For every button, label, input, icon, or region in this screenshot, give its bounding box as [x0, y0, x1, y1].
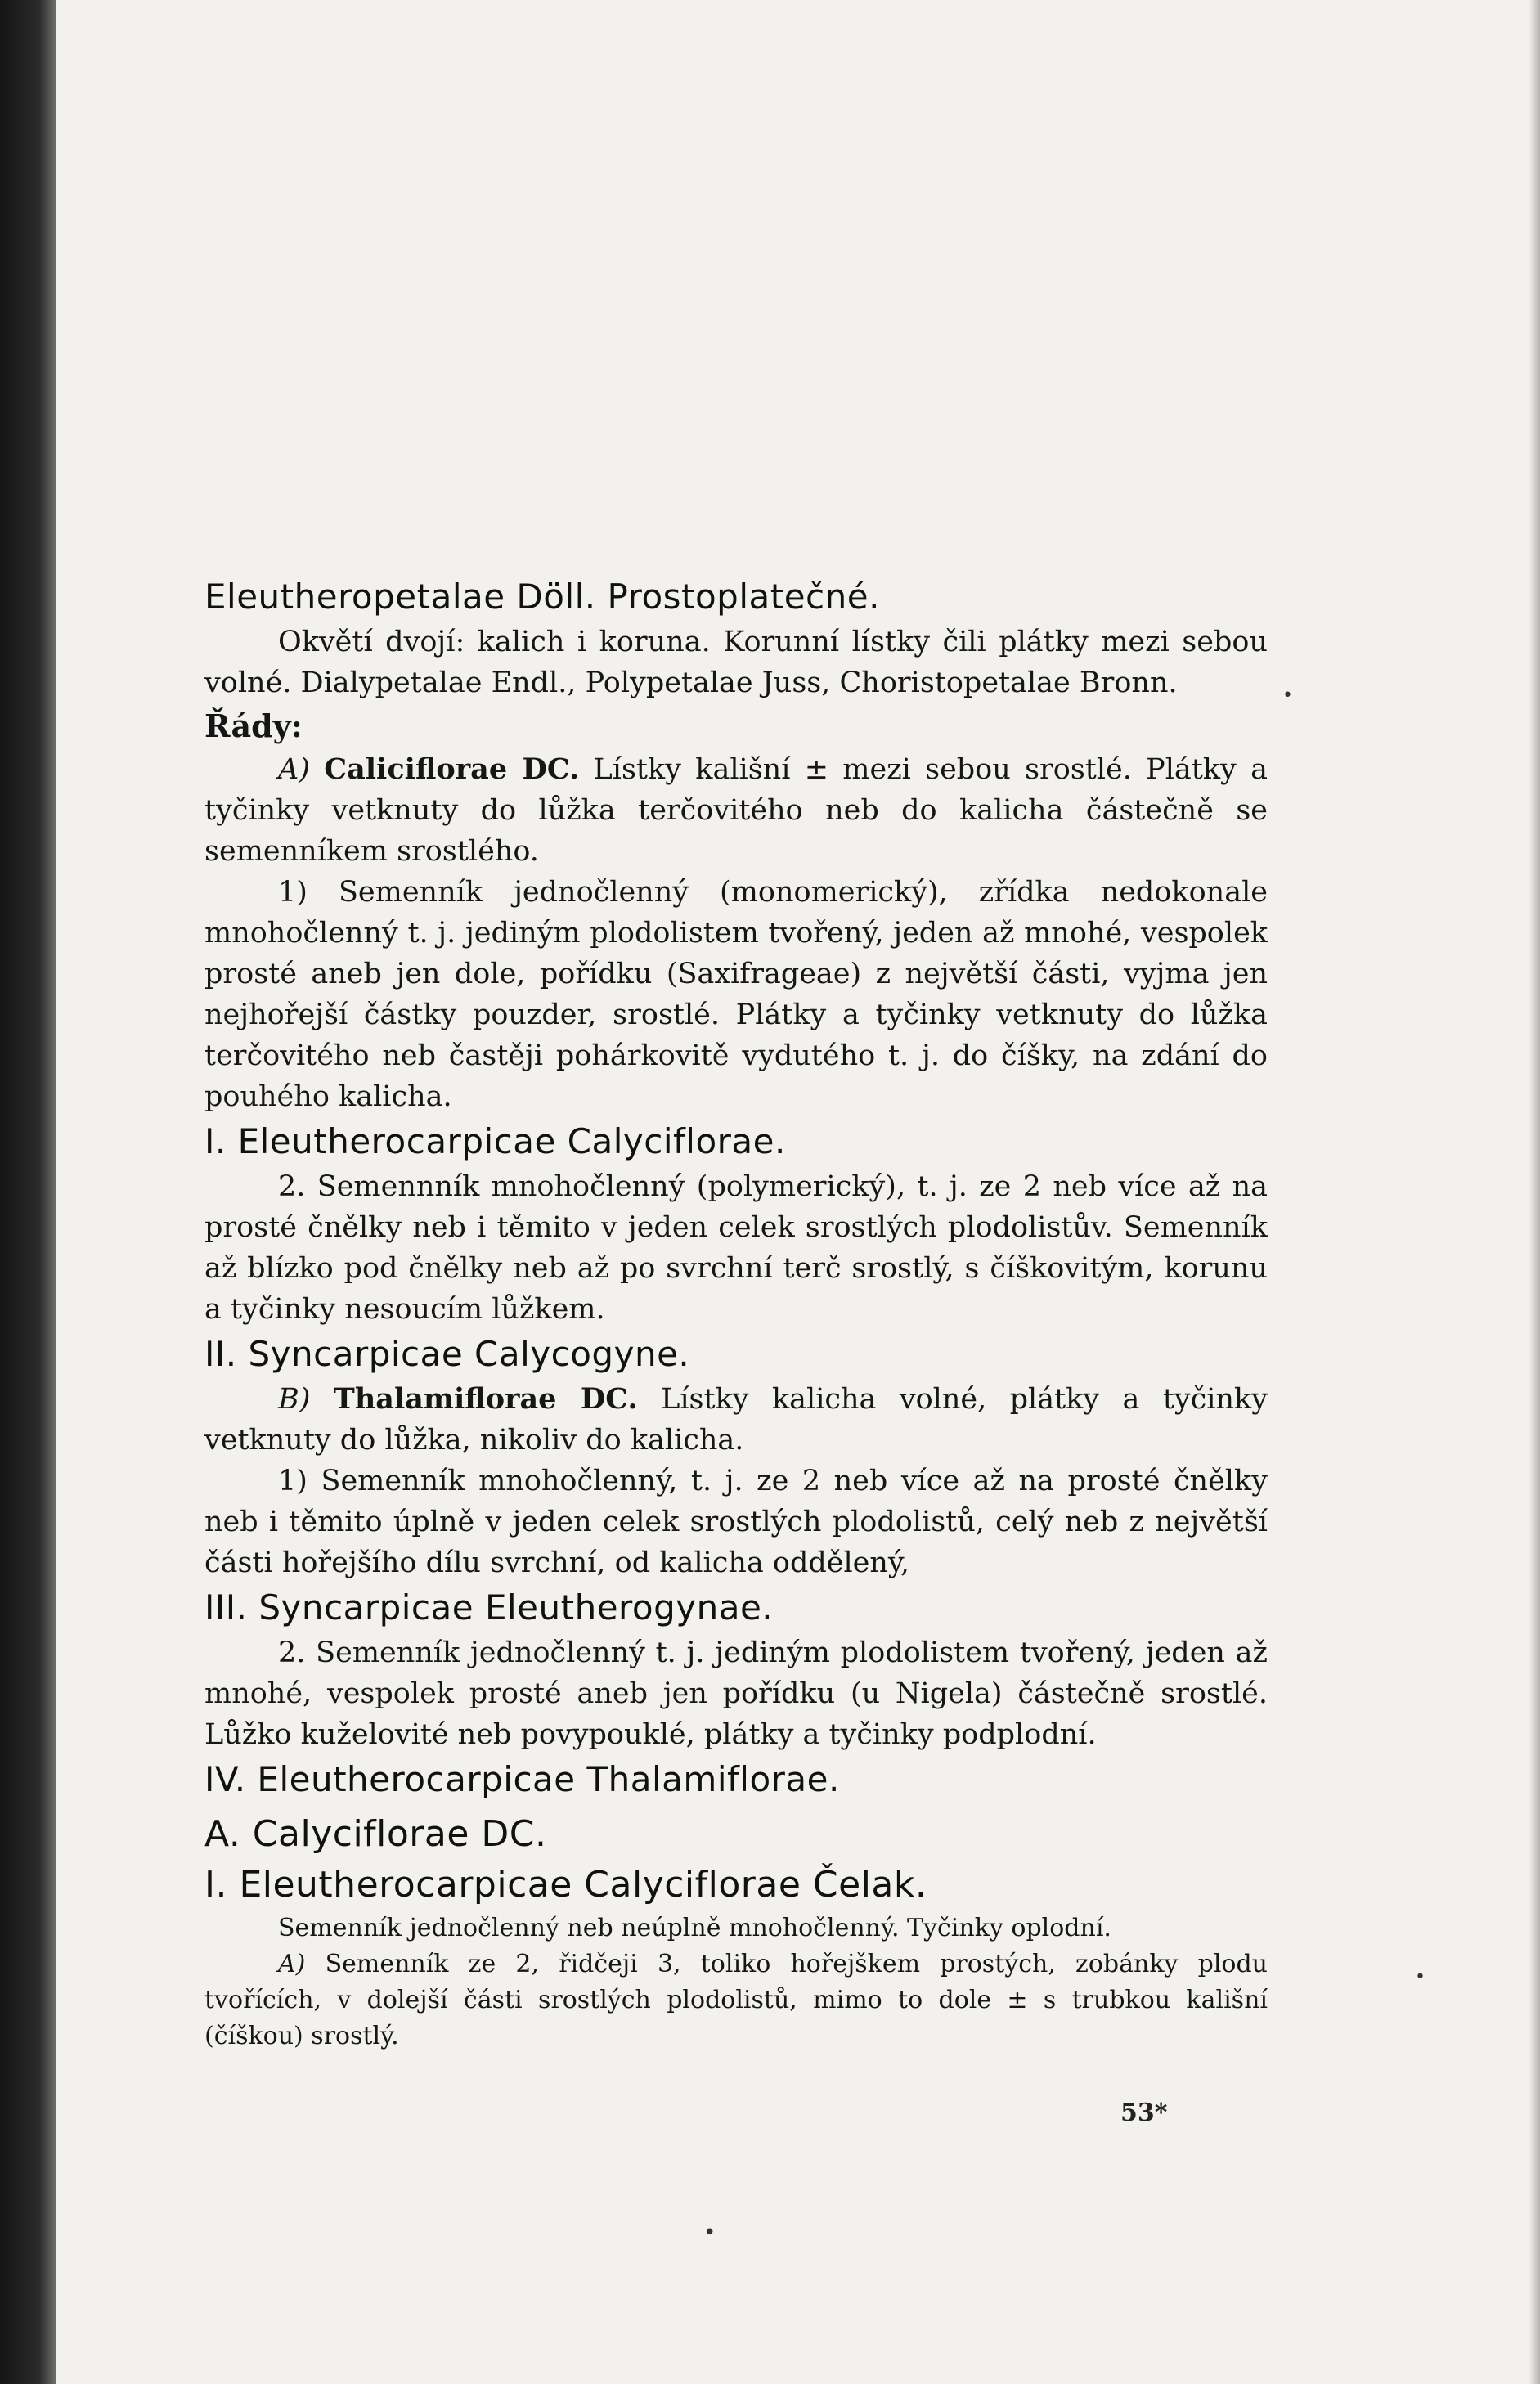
paragraph-a2: 2. Semennník mnohočlenný (polymerický), t. j. ze 2 neb více až na prosté čnělky neb i těmito v jeden celek srostlých plodolistův. Semenník až blízko pod čnělky neb až po svrchní terč srostlý, s číškovitým, korunu a tyčinky nesoucím lůžkem.: [204, 1170, 1268, 1326]
heading-iii: III. Syncarpicae Eleutherogynae.: [204, 1587, 774, 1627]
book-binding: [0, 0, 56, 2384]
section-a-letter: A): [278, 753, 310, 786]
page-edge-shadow: [1529, 0, 1540, 2384]
small-paragraph-2-letter: A): [278, 1950, 306, 1978]
small-paragraph-2: [204, 1946, 1268, 2054]
heading-i: I. Eleutherocarpicae Calyciflorae.: [204, 1121, 786, 1161]
heading-a-calyciflorae: A. Calyciflorae DC.: [204, 1813, 547, 1855]
small-paragraph-1: Semenník jednočlenný neb neúplně mnohočlenný. Tyčinky oplodní.: [278, 1914, 1111, 1942]
section-a-paragraph: [204, 749, 1268, 872]
page-number: 53*: [1120, 2099, 1168, 2127]
section-b-name: Thalamiflorae DC.: [333, 1382, 638, 1416]
section-a-text: Lístky kališní ± mezi sebou srostlé. Plátky a tyčinky vetknuty do lůžka terčovitého neb do kalicha částečně se semenníkem srostlého.: [204, 753, 1268, 868]
paragraph-a1: 1) Semenník jednočlenný (monomerický), zřídka nedokonale mnohočlenný t. j. jediným plodolistem tvořený, jeden až mnohé, vespolek prosté aneb jen dole, pořídku (Saxifrageae) z největší části, vyjma jen nejhořejší částky pouzder, srostlé. Plátky a tyčinky vetknuty do lůžka terčovitého neb častěji pohárkovitě vydutého t. j. do číšky, na zdání do pouhého kalicha.: [204, 876, 1268, 1113]
heading-iv: IV. Eleutherocarpicae Thalamiflorae.: [204, 1759, 840, 1799]
paragraph-b2: 2. Semenník jednočlenný t. j. jediným plodolistem tvořený, jeden až mnohé, vespolek prosté aneb jen pořídku (u Nigela) částečně srostlé. Lůžko kuželovité neb povypouklé, plátky a tyčinky podplodní.: [204, 1636, 1268, 1751]
page-content: [204, 572, 1268, 2054]
small-paragraph-2-text: Semenník ze 2, řidčeji 3, toliko hořejškem prostých, zobánky plodu tvořících, v dolejší části srostlých plodolistů, mimo to dole ± s trubkou kališní (číškou) srostlý.: [204, 1950, 1268, 2050]
heading-i-celak: I. Eleutherocarpicae Calyciflorae Čelak.: [204, 1864, 927, 1906]
section-a-name: Caliciflorae DC.: [324, 752, 580, 786]
speck-mark: •: [1415, 1967, 1426, 1987]
rady-heading: Řády:: [204, 707, 303, 744]
paragraph-b1: 1) Semenník mnohočlenný, t. j. ze 2 neb více až na prosté čnělky neb i těmito úplně v jeden celek srostlých plodolistů, celý neb z největší části hořejšího dílu svrchní, od kalicha oddělený,: [204, 1465, 1268, 1579]
speck-mark: •: [703, 2220, 716, 2245]
section-b-letter: B): [278, 1383, 311, 1416]
intro-paragraph: Okvětí dvojí: kalich i koruna. Korunní lístky čili plátky mezi sebou volné. Dialypetalae Endl., Polypetalae Juss, Choristopetalae Bronn.: [204, 626, 1268, 699]
speck-mark: •: [1282, 685, 1293, 706]
page-title: Eleutheropetalae Döll. Prostoplatečné.: [204, 577, 880, 617]
section-b-text: Lístky kalicha volné, plátky a tyčinky vetknuty do lůžka, nikoliv do kalicha.: [204, 1383, 1268, 1457]
heading-ii: II. Syncarpicae Calycogyne.: [204, 1334, 690, 1374]
section-b-paragraph: [204, 1379, 1268, 1461]
